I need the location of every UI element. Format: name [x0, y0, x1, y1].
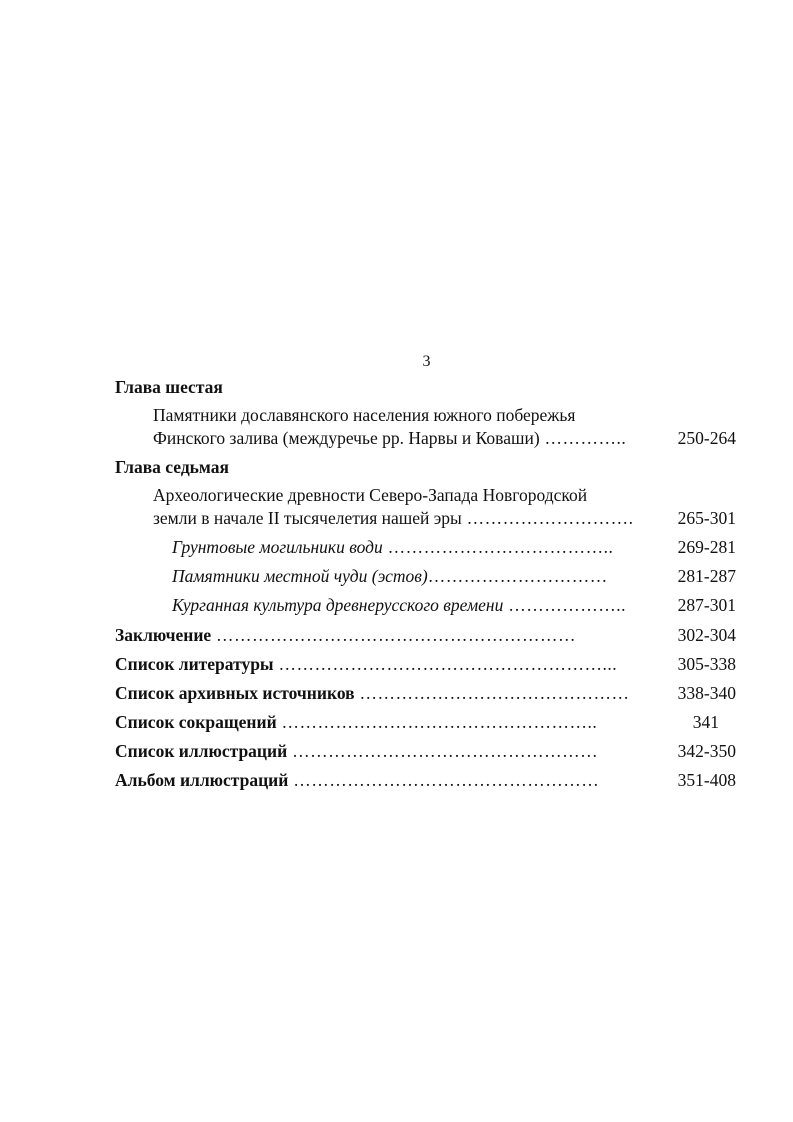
chapter7-title-text: земли в начале II тысячелетия нашей эры [153, 508, 462, 528]
dot-leader: ………………………… [427, 566, 608, 586]
subsection-title [172, 566, 608, 587]
toc-entry-title: Список сокращений [115, 712, 277, 732]
chapter6-title-text: Финского залива (междуречье рр. Нарвы и Коваши) [153, 428, 540, 448]
chapter6-title-line1: Памятники дославянского населения южного побережья [153, 405, 576, 425]
chapter7-title-line2 [153, 508, 634, 529]
chapter7-heading: Глава седьмая [115, 457, 229, 477]
dot-leader: ……………………………………… [354, 683, 630, 703]
toc-entry-title: Список иллюстраций [115, 741, 288, 761]
dot-leader: …………………………………………….. [276, 712, 598, 732]
dot-leader: …………………………………………… [288, 770, 600, 790]
toc-entry-title: Заключение [115, 625, 212, 645]
chapter6-pages: 250-264 [677, 428, 736, 448]
dot-leader: ……………………………….. [382, 537, 614, 557]
toc-entry [115, 712, 597, 733]
toc-entry-pages: 351-408 [677, 770, 736, 790]
dot-leader: …………………………………………………… [211, 625, 577, 645]
toc-entry [115, 625, 576, 646]
toc-entry-pages: 338-340 [677, 683, 736, 703]
subsection-pages: 287-301 [677, 595, 736, 615]
toc-entry-title: Список архивных источников [115, 683, 355, 703]
subsection-text: Курганная культура древнерусского времени [172, 595, 504, 615]
page-number: 3 [422, 353, 431, 370]
dot-leader: ………….. [539, 428, 627, 448]
toc-entry-pages: 341 [692, 712, 719, 732]
subsection-pages: 281-287 [677, 566, 736, 586]
dot-leader: ………………………. [461, 508, 634, 528]
subsection-text: Грунтовые могильники води [172, 537, 383, 557]
toc-entry [115, 654, 617, 675]
toc-entry-pages: 302-304 [677, 625, 736, 645]
chapter7-title-line1: Археологические древности Северо-Запада Новгородской [153, 485, 588, 505]
subsection-text: Памятники местной чуди (эстов) [172, 566, 428, 586]
toc-entry-title: Список литературы [115, 654, 274, 674]
subsection-title [172, 595, 626, 616]
chapter6-heading: Глава шестая [115, 377, 223, 397]
subsection-title [172, 537, 613, 558]
chapter6-title-line2 [153, 428, 626, 449]
toc-entry [115, 683, 629, 704]
subsection-pages: 269-281 [677, 537, 736, 557]
toc-entry-pages: 305-338 [677, 654, 736, 674]
dot-leader: ………………………………………………... [273, 654, 618, 674]
toc-entry-pages: 342-350 [677, 741, 736, 761]
chapter7-pages: 265-301 [677, 508, 736, 528]
toc-entry [115, 741, 598, 762]
dot-leader: …………………………………………… [287, 741, 599, 761]
toc-entry [115, 770, 599, 791]
dot-leader: ……………….. [503, 595, 626, 615]
toc-entry-title: Альбом иллюстраций [115, 770, 289, 790]
